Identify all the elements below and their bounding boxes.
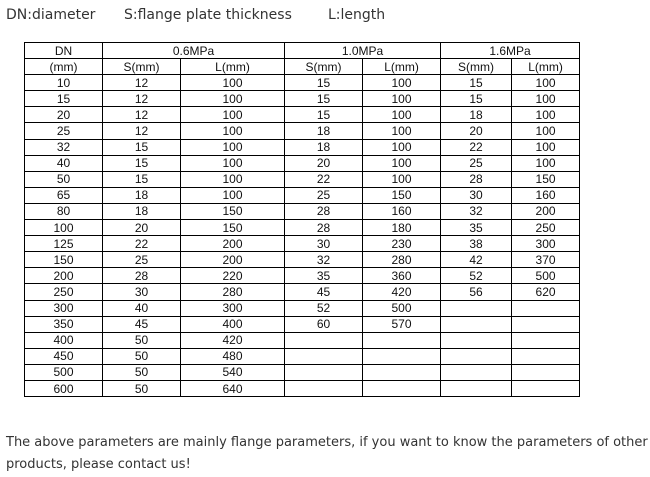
- table-cell: 200: [181, 252, 285, 268]
- table-row: [25, 75, 580, 91]
- table-cell: [285, 380, 363, 396]
- table-cell: 250: [25, 284, 103, 300]
- table-row: [25, 252, 580, 268]
- header-unit: S(mm): [103, 59, 181, 75]
- table-cell: [512, 332, 580, 348]
- table-cell: 400: [25, 332, 103, 348]
- table-cell: 20: [441, 123, 512, 139]
- table-cell: [512, 380, 580, 396]
- table-cell: 100: [512, 123, 580, 139]
- table-cell: 100: [181, 91, 285, 107]
- table-row: [25, 139, 580, 155]
- table-cell: 52: [285, 300, 363, 316]
- table-cell: 420: [363, 284, 441, 300]
- table-cell: 280: [363, 252, 441, 268]
- table-cell: 100: [512, 107, 580, 123]
- table-cell: 25: [103, 252, 181, 268]
- table-cell: 15: [285, 91, 363, 107]
- table-cell: [363, 332, 441, 348]
- table-cell: 30: [103, 284, 181, 300]
- table-cell: 100: [181, 139, 285, 155]
- table-cell: 30: [441, 187, 512, 203]
- table-cell: 100: [181, 187, 285, 203]
- table-cell: [441, 300, 512, 316]
- table-cell: 15: [441, 91, 512, 107]
- table-cell: 100: [363, 91, 441, 107]
- table-cell: 50: [103, 364, 181, 380]
- table-cell: 540: [181, 364, 285, 380]
- table-row: [25, 107, 580, 123]
- table-row: [25, 332, 580, 348]
- table-cell: 150: [512, 171, 580, 187]
- table-cell: 18: [103, 203, 181, 219]
- table-cell: 20: [25, 107, 103, 123]
- table-cell: 150: [25, 252, 103, 268]
- header-pressure-1-0: 1.0MPa: [285, 43, 441, 59]
- table-cell: 100: [512, 155, 580, 171]
- table-cell: 15: [25, 91, 103, 107]
- table-row: [25, 91, 580, 107]
- table-cell: 45: [285, 284, 363, 300]
- table-cell: 150: [181, 203, 285, 219]
- legend-s: S:flange plate thickness: [124, 7, 292, 23]
- table-cell: 18: [285, 123, 363, 139]
- table-cell: 370: [512, 252, 580, 268]
- table-cell: 60: [285, 316, 363, 332]
- table-cell: 56: [441, 284, 512, 300]
- table-cell: [441, 364, 512, 380]
- table-cell: 35: [441, 220, 512, 236]
- table-cell: 200: [25, 268, 103, 284]
- table-cell: 100: [181, 155, 285, 171]
- table-cell: 300: [512, 236, 580, 252]
- table-cell: [512, 300, 580, 316]
- table-cell: 15: [103, 139, 181, 155]
- table-cell: 350: [25, 316, 103, 332]
- table-cell: 100: [512, 139, 580, 155]
- header-unit: (mm): [25, 59, 103, 75]
- table-cell: 32: [285, 252, 363, 268]
- table-cell: 50: [103, 348, 181, 364]
- table-row: [25, 187, 580, 203]
- table-cell: 500: [512, 268, 580, 284]
- table-cell: [285, 364, 363, 380]
- table-cell: [441, 316, 512, 332]
- table-cell: 300: [181, 300, 285, 316]
- table-cell: 35: [285, 268, 363, 284]
- table-cell: 620: [512, 284, 580, 300]
- header-unit: L(mm): [181, 59, 285, 75]
- table-cell: 40: [103, 300, 181, 316]
- table-row: [25, 123, 580, 139]
- table-cell: [512, 348, 580, 364]
- table-cell: 15: [441, 75, 512, 91]
- table-cell: 500: [363, 300, 441, 316]
- header-unit: L(mm): [363, 59, 441, 75]
- table-cell: 12: [103, 107, 181, 123]
- table-cell: 100: [512, 75, 580, 91]
- table-cell: 32: [25, 139, 103, 155]
- table-cell: 50: [25, 171, 103, 187]
- table-cell: 100: [363, 139, 441, 155]
- table-cell: 250: [512, 220, 580, 236]
- table-row: [25, 284, 580, 300]
- table-cell: 40: [25, 155, 103, 171]
- header-unit: L(mm): [512, 59, 580, 75]
- legend-l: L:length: [328, 7, 386, 23]
- table-cell: 100: [181, 107, 285, 123]
- table-cell: 38: [441, 236, 512, 252]
- table-cell: 20: [285, 155, 363, 171]
- table-cell: [285, 348, 363, 364]
- table-cell: 15: [103, 171, 181, 187]
- table-cell: 160: [363, 203, 441, 219]
- table-cell: 100: [25, 220, 103, 236]
- table-cell: 150: [181, 220, 285, 236]
- table-cell: [512, 316, 580, 332]
- table-cell: 22: [285, 171, 363, 187]
- header-dn: DN: [25, 43, 103, 59]
- table-cell: 15: [285, 75, 363, 91]
- table-cell: 32: [441, 203, 512, 219]
- table-cell: [441, 380, 512, 396]
- table-cell: 500: [25, 364, 103, 380]
- table-cell: 200: [181, 236, 285, 252]
- header-row-units: [25, 59, 580, 75]
- table-cell: 420: [181, 332, 285, 348]
- table-cell: 12: [103, 123, 181, 139]
- table-cell: 480: [181, 348, 285, 364]
- table-row: [25, 364, 580, 380]
- header-unit: S(mm): [441, 59, 512, 75]
- table-row: [25, 316, 580, 332]
- footer-note: The above parameters are mainly flange parameters, if you want to know the parameters of other products, please contact us!: [6, 435, 648, 472]
- table-row: [25, 268, 580, 284]
- header-row-pressure: [25, 43, 580, 59]
- table-row: [25, 220, 580, 236]
- table-cell: 360: [363, 268, 441, 284]
- table-cell: 200: [512, 203, 580, 219]
- table-cell: 30: [285, 236, 363, 252]
- table-cell: 100: [363, 107, 441, 123]
- table-cell: 230: [363, 236, 441, 252]
- table-cell: [512, 364, 580, 380]
- table-cell: 640: [181, 380, 285, 396]
- table-cell: [441, 332, 512, 348]
- table-cell: 18: [441, 107, 512, 123]
- table-cell: [285, 332, 363, 348]
- table-cell: 18: [103, 187, 181, 203]
- table-row: [25, 380, 580, 396]
- table-cell: 12: [103, 91, 181, 107]
- table-cell: 10: [25, 75, 103, 91]
- table-cell: 100: [363, 155, 441, 171]
- table-cell: 22: [103, 236, 181, 252]
- table-cell: 570: [363, 316, 441, 332]
- table-cell: 100: [363, 75, 441, 91]
- table-row: [25, 203, 580, 219]
- table-cell: [363, 380, 441, 396]
- table-cell: 52: [441, 268, 512, 284]
- table-cell: [363, 364, 441, 380]
- flange-parameter-table: [24, 42, 580, 397]
- table-cell: 65: [25, 187, 103, 203]
- table-cell: 450: [25, 348, 103, 364]
- table-row: [25, 236, 580, 252]
- table-cell: 280: [181, 284, 285, 300]
- table-cell: 600: [25, 380, 103, 396]
- table-cell: 28: [285, 220, 363, 236]
- table-cell: 160: [512, 187, 580, 203]
- table-cell: 28: [103, 268, 181, 284]
- table-cell: 15: [285, 107, 363, 123]
- table-cell: 12: [103, 75, 181, 91]
- table-cell: 100: [363, 123, 441, 139]
- table-cell: 20: [103, 220, 181, 236]
- table-cell: 150: [363, 187, 441, 203]
- table-cell: 100: [512, 91, 580, 107]
- table-cell: 100: [181, 75, 285, 91]
- table-cell: 25: [25, 123, 103, 139]
- table-cell: 25: [441, 155, 512, 171]
- table-cell: 50: [103, 380, 181, 396]
- table-cell: 400: [181, 316, 285, 332]
- table-cell: 50: [103, 332, 181, 348]
- table-cell: 125: [25, 236, 103, 252]
- table-cell: [441, 348, 512, 364]
- header-pressure-0-6: 0.6MPa: [103, 43, 285, 59]
- table-cell: 180: [363, 220, 441, 236]
- table-cell: 25: [285, 187, 363, 203]
- table-row: [25, 300, 580, 316]
- table-cell: 45: [103, 316, 181, 332]
- table-row: [25, 171, 580, 187]
- table-cell: 100: [181, 171, 285, 187]
- table-cell: 22: [441, 139, 512, 155]
- table-cell: 28: [285, 203, 363, 219]
- header-pressure-1-6: 1.6MPa: [441, 43, 580, 59]
- table-cell: [363, 348, 441, 364]
- table-cell: 15: [103, 155, 181, 171]
- table-cell: 100: [363, 171, 441, 187]
- table-cell: 42: [441, 252, 512, 268]
- table-row: [25, 155, 580, 171]
- table-cell: 18: [285, 139, 363, 155]
- table-cell: 100: [181, 123, 285, 139]
- table-cell: 220: [181, 268, 285, 284]
- legend-dn: DN:diameter: [6, 7, 96, 23]
- header-unit: S(mm): [285, 59, 363, 75]
- table-cell: 80: [25, 203, 103, 219]
- table-cell: 300: [25, 300, 103, 316]
- table-row: [25, 348, 580, 364]
- table-cell: 28: [441, 171, 512, 187]
